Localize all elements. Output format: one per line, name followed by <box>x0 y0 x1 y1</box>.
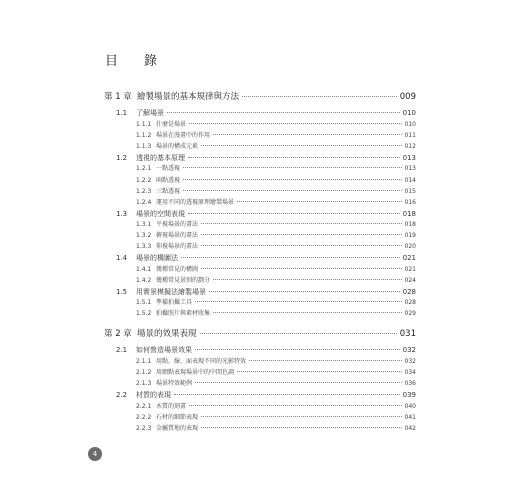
toc-entry-title: 用點、線、面表現不同的光影特效 <box>156 358 247 365</box>
toc-entry <box>136 297 416 306</box>
dot-leader <box>249 360 402 361</box>
dot-leader <box>183 190 402 191</box>
toc-entry-page: 009 <box>399 92 416 102</box>
dot-leader <box>174 394 400 395</box>
toc-entry-number: 1.1 <box>116 109 128 117</box>
dot-leader <box>183 179 402 180</box>
toc-entry-title: 透視的基本原理 <box>136 154 185 162</box>
toc-entry-title: 仰視場景的畫法 <box>156 243 199 250</box>
toc-entry-number: 2.2.3 <box>136 425 152 432</box>
toc-entry <box>116 390 416 400</box>
toc-entry-title: 準備拍攝工具 <box>156 299 193 306</box>
toc-entry <box>136 264 416 273</box>
toc-entry <box>136 175 416 184</box>
toc-entry-page: 012 <box>404 143 416 150</box>
toc-entry <box>136 219 416 228</box>
toc-entry-number: 2.1 <box>116 346 128 354</box>
toc-entry-title: 運用不同的透視原理繪製場景 <box>156 199 235 206</box>
toc-entry <box>136 186 416 195</box>
toc-entry-number: 1.1.3 <box>136 143 152 150</box>
toc-entry-title: 一點透視 <box>156 165 181 172</box>
dot-leader <box>209 291 400 292</box>
toc-entry-page: 015 <box>404 188 416 195</box>
toc-entry-number: 1.1.2 <box>136 132 152 139</box>
toc-entry-page: 034 <box>404 369 416 376</box>
page-number-badge: 4 <box>88 447 102 461</box>
toc-entry-title: 場景的空間表現 <box>136 210 185 218</box>
toc-entry-number: 2.2.1 <box>136 403 152 410</box>
dot-leader <box>195 382 402 383</box>
toc-entry-title: 木質的刻畫 <box>156 403 187 410</box>
page-title <box>105 50 159 69</box>
toc-entry-number: 1.1.1 <box>136 121 152 128</box>
toc-entry <box>104 90 416 102</box>
dot-leader <box>181 257 400 258</box>
toc-entry-page: 036 <box>404 380 416 387</box>
toc-entry-page: 042 <box>404 425 416 432</box>
toc-entry-number: 1.2.3 <box>136 188 152 195</box>
toc-entry-number: 1.2.2 <box>136 177 152 184</box>
dot-leader <box>242 96 397 97</box>
toc-entry <box>136 412 416 421</box>
toc-entry-page: 032 <box>402 346 416 354</box>
toc-entry-page: 028 <box>402 288 416 296</box>
dot-leader <box>237 371 402 372</box>
toc-entry-title: 場景的效果表現 <box>137 329 197 339</box>
toc-entry <box>136 367 416 376</box>
dot-leader <box>189 405 402 406</box>
dot-leader <box>237 201 402 202</box>
toc-entry-number: 1.3.2 <box>136 232 152 239</box>
dot-leader <box>183 167 402 168</box>
toc-entry <box>136 119 416 128</box>
toc-entry-page: 011 <box>404 132 416 139</box>
toc-entry-title: 平視場景的畫法 <box>156 221 199 228</box>
toc-entry <box>116 253 416 263</box>
toc-entry <box>136 197 416 206</box>
toc-entry-title: 兩點透視 <box>156 177 181 184</box>
toc-entry <box>136 230 416 239</box>
toc-entry <box>136 241 416 250</box>
toc-entry-page: 021 <box>404 266 416 273</box>
dot-leader <box>201 268 402 269</box>
dot-leader <box>188 213 400 214</box>
toc-entry <box>136 275 416 284</box>
dot-leader <box>195 349 400 350</box>
toc-entry-title: 了解場景 <box>136 109 164 117</box>
toc-entry-number: 2.1.2 <box>136 369 152 376</box>
dot-leader <box>195 301 402 302</box>
toc-entry-number: 1.5.2 <box>136 310 152 317</box>
dot-leader <box>213 279 402 280</box>
toc-entry <box>136 141 416 150</box>
dot-leader <box>201 416 402 417</box>
toc-entry <box>136 401 416 410</box>
toc-entry-page: 024 <box>404 277 416 284</box>
toc-entry-title: 幾種常見景別的劃分 <box>156 277 211 284</box>
toc-entry-number: 1.3 <box>116 210 128 218</box>
toc-entry-page: 040 <box>404 403 416 410</box>
toc-entry-page: 029 <box>404 310 416 317</box>
toc-entry-number: 第 2 章 <box>104 329 132 339</box>
toc-entry <box>136 163 416 172</box>
toc-entry-page: 013 <box>402 154 416 162</box>
toc-entry-title: 金屬質地的表現 <box>156 425 199 432</box>
toc-entry <box>104 327 416 339</box>
toc-entry-page: 039 <box>402 391 416 399</box>
toc-entry-page: 014 <box>404 177 416 184</box>
toc-entry <box>136 378 416 387</box>
toc-entry-title: 如何營造場景效果 <box>136 346 192 354</box>
toc-entry-title: 場景在漫畫中的作用 <box>156 132 211 139</box>
toc-entry <box>136 308 416 317</box>
toc-entry-title: 繪製場景的基本規律與方法 <box>137 92 240 102</box>
toc-entry-page: 021 <box>402 254 416 262</box>
dot-leader <box>200 333 397 334</box>
toc-entry-page: 018 <box>402 210 416 218</box>
dot-leader <box>213 312 402 313</box>
toc-entry-title: 場景特效範例 <box>156 380 193 387</box>
toc-entry-page: 010 <box>402 109 416 117</box>
toc-entry <box>116 108 416 118</box>
toc-entry-title: 材質的表現 <box>136 391 171 399</box>
dot-leader <box>201 427 402 428</box>
toc-entry-number: 1.2.1 <box>136 165 152 172</box>
toc-entry-number: 2.1.1 <box>136 358 152 365</box>
toc-entry-page: 032 <box>404 358 416 365</box>
title-char-1: 目 <box>105 54 121 69</box>
toc-entry-page: 016 <box>404 199 416 206</box>
toc-entry-title: 幾種常見的構圖 <box>156 266 199 273</box>
toc-entry <box>116 153 416 163</box>
toc-entry <box>136 356 416 365</box>
toc-entry-number: 1.4 <box>116 254 128 262</box>
toc-entry-title: 俯視場景的畫法 <box>156 232 199 239</box>
dot-leader <box>167 112 400 113</box>
toc-entry <box>116 287 416 297</box>
toc-entry-page: 041 <box>404 414 416 421</box>
toc-entry <box>116 209 416 219</box>
toc-entry-page: 019 <box>404 232 416 239</box>
dot-leader <box>189 123 402 124</box>
toc-entry-title: 用實景模擬法繪製場景 <box>136 288 206 296</box>
title-char-2: 錄 <box>144 54 160 69</box>
toc-entry-number: 1.3.3 <box>136 243 152 250</box>
toc-entry-page: 020 <box>404 243 416 250</box>
dot-leader <box>201 145 402 146</box>
toc-entry-number: 1.5.1 <box>136 299 152 306</box>
dot-leader <box>201 223 402 224</box>
toc-entry-number: 2.2.2 <box>136 414 152 421</box>
toc-entry-title: 什麼是場景 <box>156 121 187 128</box>
dot-leader <box>201 234 402 235</box>
toc-entry-number: 1.2 <box>116 154 128 162</box>
toc-entry <box>116 345 416 355</box>
toc-entry-title: 場景的構成元素 <box>156 143 199 150</box>
toc-entry-title: 三點透視 <box>156 188 181 195</box>
toc-entry-title: 場景的構圖法 <box>136 254 178 262</box>
dot-leader <box>201 245 402 246</box>
toc-entry-page: 018 <box>404 221 416 228</box>
toc-entry-number: 1.2.4 <box>136 199 152 206</box>
toc-entry-number: 1.3.1 <box>136 221 152 228</box>
toc-entry-number: 1.4.2 <box>136 277 152 284</box>
toc-entry-number: 1.4.1 <box>136 266 152 273</box>
toc-entry-title: 用網點表現場景中的中間色調 <box>156 369 235 376</box>
toc-entry-page: 013 <box>404 165 416 172</box>
toc-entry-page: 028 <box>404 299 416 306</box>
dot-leader <box>213 134 402 135</box>
toc-entry <box>136 130 416 139</box>
toc-entry-page: 010 <box>404 121 416 128</box>
toc-entry-title: 拍攝照片與素材收集 <box>156 310 211 317</box>
toc-entry <box>136 423 416 432</box>
toc-entry-number: 2.2 <box>116 391 128 399</box>
toc-entry-number: 第 1 章 <box>104 92 132 102</box>
dot-leader <box>188 157 400 158</box>
toc-entry-title: 石材的細節表現 <box>156 414 199 421</box>
toc-entry-number: 2.1.3 <box>136 380 152 387</box>
toc-entry-page: 031 <box>399 329 416 339</box>
toc-entry-number: 1.5 <box>116 288 128 296</box>
